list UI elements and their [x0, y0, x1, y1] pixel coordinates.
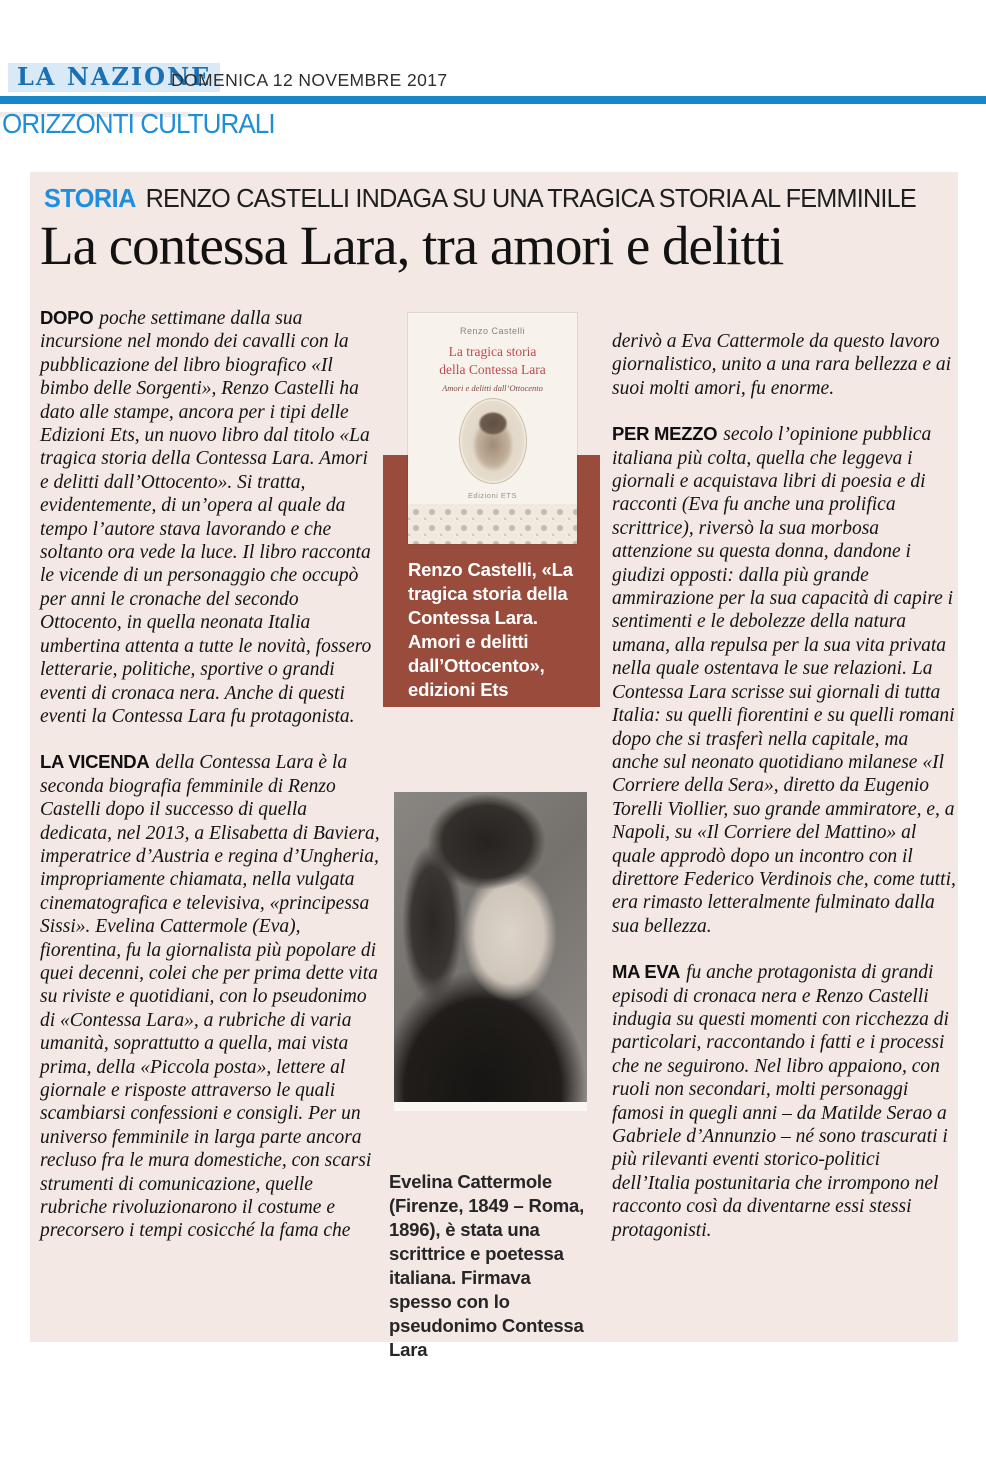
kicker — [44, 183, 916, 214]
paragraph-per-mezzo — [612, 422, 956, 938]
portrait-photo — [394, 792, 587, 1102]
book-cover-lace-pattern — [408, 504, 577, 544]
kicker-text: RENZO CASTELLI INDAGA SU UNA TRAGICA STORIA AL FEMMINILE — [145, 183, 916, 213]
book-cover-oval-portrait — [462, 401, 524, 481]
column-right — [612, 306, 956, 1264]
paragraph-derivo — [612, 330, 956, 400]
section-heading: ORIZZONTI CULTURALI — [2, 108, 275, 139]
book-caption: Renzo Castelli, «La tragica storia della Contessa Lara. Amori e delitti dall’Ottocento», edizioni Ets — [408, 559, 573, 700]
paragraph-lead-ma-eva: MA EVA — [612, 961, 681, 983]
headline: La contessa Lara, tra amori e delitti — [40, 215, 784, 276]
masthead-date: DOMENICA 12 NOVEMBRE 2017 — [171, 70, 448, 90]
portrait-caption: Evelina Cattermole (Firenze, 1849 – Roma, 1896), è stata una scrittrice e poetessa italiana. Firmava spesso con lo pseudonimo Contessa Lara — [389, 1171, 585, 1360]
portrait-photo-border — [394, 1102, 587, 1111]
kicker-tag: STORIA — [44, 183, 136, 213]
paragraph-text-ma-eva: fu anche protagonista di grandi episodi di cronaca nera e Renzo Castelli indugia su questi momenti con ricchezza di particolari, raccontando i fatti e i processi che ne seguirono. Nel libro appaiono, con ruoli non secondari, molti personaggi famosi in quegli anni – da Matilde Serao a Gabriele d’Annunzio – né sono trascurati i più rilevanti eventi storico-politici dell’Italia postunitaria che irrompono nel racconto così da diventarne essi stessi protagonisti. — [612, 962, 949, 1241]
paragraph-text-per-mezzo: secolo l’opinione pubblica italiana più colta, quella che leggeva i giornali e acquistava libri di poesia e di racconti (Eva fu anche una prolifica scrittrice), riversò la sua morbosa attenzione su questa donna, dandone i giudizi opposti: dalla più grande ammirazione per la sua capacità di capire i sentimenti e le debolezze della natura umana, alla repulsa per la sua vita privata nella quale ostentava le sue relazioni. La Contessa Lara scrisse sui giornali di tutta Italia: su quelli fiorentini e su quelli romani dopo che si trasferì nella capitale, ma anche sul neonato quotidiano milanese «Il Corriere della Sera», diretto da Eugenio Torelli Viollier, suo grande ammiratore, e, a Napoli, su «Il Corriere del Mattino» al quale approdò dopo un incontro con il direttore Federico Verdinois che, come tutti, era rimasto letteralmente fulminato dalla sua bellezza. — [612, 424, 956, 937]
book-cover-title-line1: La tragica storia — [448, 344, 537, 359]
paragraph-lead-dopo: DOPO — [40, 307, 94, 328]
book-cover-subtitle: Amori e delitti dall’Ottocento — [442, 383, 543, 394]
paragraph-lead-la-vicenda: LA VICENDA — [40, 751, 150, 773]
paragraph-text-dopo: poche settimane dalla sua incursione nel mondo dei cavalli con la pubblicazione del libro biografico «Il bimbo delle Sorgenti», Renzo Castelli ha dato alle stampe, ancora per i tipi delle Edizioni Ets, un nuovo libro dal titolo «La tragica storia della Contessa Lara. Amori e delitti dall’Ottocento». Si tratta, evidentemente, di un’opera al quale da tempo l’autore stava lavorando e che soltanto ora vede la luce. Il libro racconta le vicende di un personaggio che occupò per anni le cronache del secondo Ottocento, in quella neonata Italia umbertina attenta a tutte le novità, fossero letterarie, politiche, sportive o grandi eventi di cronaca nera. Anche di questi eventi la Contessa Lara fu protagonista. — [40, 308, 372, 727]
masthead-rule — [0, 96, 986, 104]
masthead-logo: LA NAZIONE — [8, 63, 220, 92]
paragraph-text-la-vicenda: della Contessa Lara è la seconda biografia femminile di Renzo Castelli dopo il successo di quella dedicata, nel 2013, a Elisabetta di Baviera, imperatrice d’Austria e regina d’Ungheria, impropriamente chiamata, nella vulgata cinematografica e televisiva, «principessa Sissi». Evelina Cattermole (Eva), fiorentina, fu la giornalista più popolare di quei decenni, colei che per prima dette vita su riviste e quotidiani, con lo pseudonimo di «Contessa Lara», a rubriche di varia umanità, soprattutto a quella, mai vista prima, della «Piccola posta», lettere al giornale e risposte attraverso le quali scambiarsi confessioni e consigli. Per un universo femminile in larga parte ancora recluso fra le mura domestiche, con scarsi strumenti di comunicazione, quelle rubriche rivoluzionarono il costume e precorsero i tempi cosicché la fama che — [40, 752, 380, 1242]
paragraph-ma-eva — [612, 960, 956, 1242]
paragraph-dopo — [40, 306, 381, 728]
paragraph-la-vicenda — [40, 750, 381, 1243]
book-cover-image — [408, 313, 577, 544]
paragraph-text-derivo: derivò a Eva Cattermole da questo lavoro giornalistico, unito a una rara bellezza e ai suoi molti amori, fu enorme. — [612, 331, 952, 399]
book-cover-publisher: Edizioni ETS — [468, 491, 517, 501]
paragraph-lead-per-mezzo: PER MEZZO — [612, 423, 718, 445]
book-cover-title-line2: della Contessa Lara — [439, 362, 546, 378]
column-left — [40, 306, 381, 1265]
book-cover-author: Renzo Castelli — [459, 326, 526, 336]
